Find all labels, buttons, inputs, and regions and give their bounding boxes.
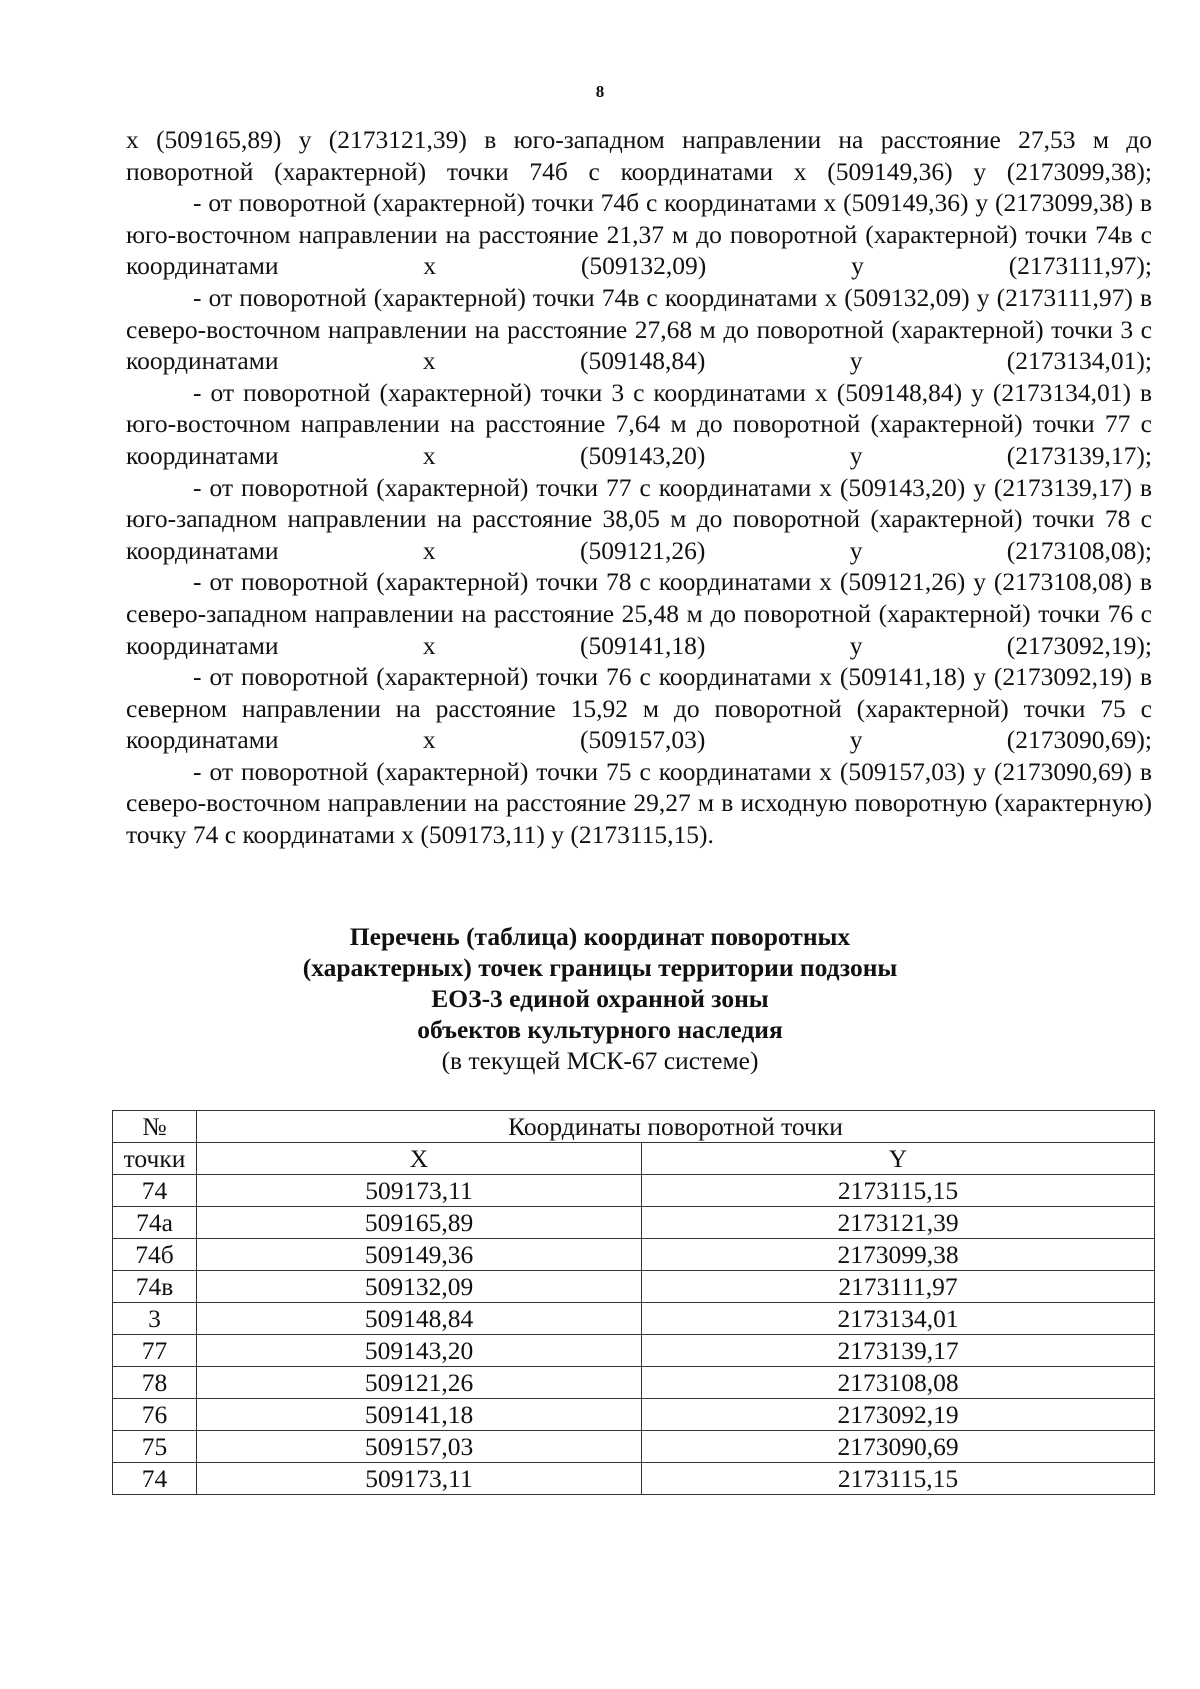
cell-x: 509157,03	[197, 1431, 642, 1463]
cell-y: 2173111,97	[642, 1271, 1155, 1303]
paragraph: - от поворотной (характерной) точки 75 с координатами х (509157,03) у (2173090,69) в северо-восточном направлении на расстояние 29,27 м в исходную поворотную (характерную) точку 74 с координатами х (509173,11) у (2173115,15).	[126, 756, 1152, 850]
table-subheader-row	[113, 1143, 1155, 1175]
heading-line: ЕОЗ-3 единой охранной зоны	[431, 984, 769, 1013]
cell-x: 509173,11	[197, 1463, 642, 1495]
heading-line: (характерных) точек границы территории подзоны	[302, 953, 898, 982]
body-text	[126, 124, 1152, 851]
cell-x: 509148,84	[197, 1303, 642, 1335]
paragraph: - от поворотной (характерной) точки 74в с координатами х (509132,09) у (2173111,97) в северо-восточном направлении на расстояние 27,68 м до поворотной (характерной) точки 3 с координатами х (509148,84) у (2173134,01);	[126, 282, 1152, 376]
table-row	[113, 1207, 1155, 1239]
cell-point: 74	[113, 1463, 197, 1495]
cell-point: 74а	[113, 1207, 197, 1239]
cell-x: 509149,36	[197, 1239, 642, 1271]
paragraph: х (509165,89) у (2173121,39) в юго-западном направлении на расстояние 27,53 м до поворотной (характерной) точки 74б с координатами х (509149,36) у (2173099,38);	[126, 125, 1152, 186]
cell-point: 3	[113, 1303, 197, 1335]
cell-point: 74	[113, 1175, 197, 1207]
cell-y: 2173139,17	[642, 1335, 1155, 1367]
cell-y: 2173115,15	[642, 1175, 1155, 1207]
coordinates-table	[112, 1110, 1155, 1495]
header-cell-coordinates: Координаты поворотной точки	[197, 1111, 1155, 1143]
page-number: 8	[595, 82, 605, 101]
table-row	[113, 1303, 1155, 1335]
table-row	[113, 1367, 1155, 1399]
table-row	[113, 1239, 1155, 1271]
table-row	[113, 1335, 1155, 1367]
paragraph: - от поворотной (характерной) точки 78 с координатами х (509121,26) у (2173108,08) в северо-западном направлении на расстояние 25,48 м до поворотной (характерной) точки 76 с координатами х (509141,18) у (2173092,19);	[126, 567, 1152, 660]
cell-point: 74в	[113, 1271, 197, 1303]
header-cell-number: №	[113, 1111, 197, 1143]
cell-x: 509141,18	[197, 1399, 642, 1431]
header-cell-y: Y	[642, 1143, 1155, 1175]
cell-x: 509121,26	[197, 1367, 642, 1399]
table-header-row	[113, 1111, 1155, 1143]
cell-x: 509165,89	[197, 1207, 642, 1239]
table-row	[113, 1399, 1155, 1431]
heading-subtitle: (в текущей МСК-67 системе)	[441, 1046, 759, 1075]
cell-y: 2173134,01	[642, 1303, 1155, 1335]
cell-y: 2173115,15	[642, 1463, 1155, 1495]
paragraph: - от поворотной (характерной) точки 3 с координатами х (509148,84) у (2173134,01) в юго-восточном направлении на расстояние 7,64 м до поворотной (характерной) точки 77 с координатами х (509143,20) у (2173139,17);	[126, 377, 1152, 470]
table-row	[113, 1175, 1155, 1207]
header-cell-point: точки	[113, 1143, 197, 1175]
table-row	[113, 1431, 1155, 1463]
header-cell-x: X	[197, 1143, 642, 1175]
heading-line: Перечень (таблица) координат поворотных	[349, 922, 851, 951]
table-row	[113, 1271, 1155, 1303]
heading-line: объектов культурного наследия	[417, 1015, 783, 1044]
cell-point: 76	[113, 1399, 197, 1431]
cell-point: 75	[113, 1431, 197, 1463]
cell-y: 2173099,38	[642, 1239, 1155, 1271]
cell-y: 2173092,19	[642, 1399, 1155, 1431]
paragraph: - от поворотной (характерной) точки 74б с координатами х (509149,36) у (2173099,38) в юго-восточном направлении на расстояние 21,37 м до поворотной (характерной) точки 74в с координатами х (509132,09) у (2173111,97);	[126, 188, 1152, 281]
cell-x: 509132,09	[197, 1271, 642, 1303]
cell-point: 77	[113, 1335, 197, 1367]
cell-x: 509173,11	[197, 1175, 642, 1207]
cell-y: 2173121,39	[642, 1207, 1155, 1239]
cell-y: 2173090,69	[642, 1431, 1155, 1463]
cell-y: 2173108,08	[642, 1367, 1155, 1399]
cell-point: 74б	[113, 1239, 197, 1271]
cell-point: 78	[113, 1367, 197, 1399]
table-heading	[0, 921, 1200, 1076]
table-row	[113, 1463, 1155, 1495]
paragraph: - от поворотной (характерной) точки 76 с координатами х (509141,18) у (2173092,19) в северном направлении на расстояние 15,92 м до поворотной (характерной) точки 75 с координатами х (509157,03) у (2173090,69);	[126, 662, 1152, 755]
cell-x: 509143,20	[197, 1335, 642, 1367]
paragraph: - от поворотной (характерной) точки 77 с координатами х (509143,20) у (2173139,17) в юго-западном направлении на расстояние 38,05 м до поворотной (характерной) точки 78 с координатами х (509121,26) у (2173108,08);	[126, 472, 1152, 565]
